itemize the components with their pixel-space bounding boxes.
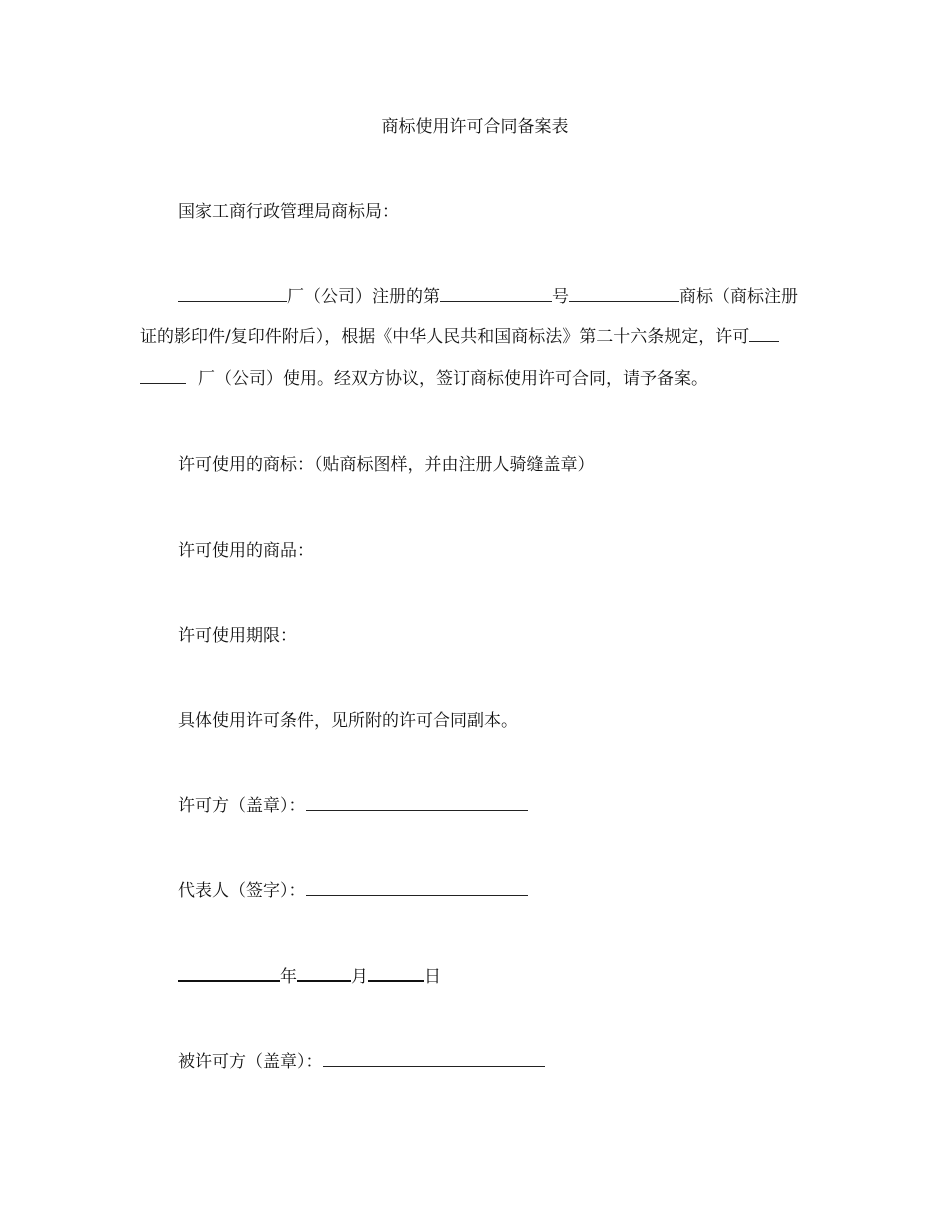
licensee-name-blank-b[interactable] — [140, 369, 186, 384]
body-line-2-text: 证的影印件/复印件附后），根据《中华人民共和国商标法》第二十六条规定，许可 — [140, 327, 750, 347]
licensed-goods-label: 许可使用的商品： — [178, 541, 314, 561]
addressee: 国家工商行政管理局商标局： — [178, 202, 399, 222]
licensor-row — [178, 796, 528, 816]
registration-number-blank[interactable] — [440, 287, 552, 302]
trademark-name-blank[interactable] — [569, 287, 679, 302]
licensee-signature-blank[interactable] — [323, 1052, 545, 1067]
trademark-label: 商标（商标注册 — [679, 287, 798, 307]
licensee-label: 被许可方（盖章）： — [178, 1052, 323, 1072]
document-title: 商标使用许可合同备案表 — [381, 117, 569, 137]
licensee-row — [178, 1052, 545, 1072]
licensed-mark-label: 许可使用的商标：（贴商标图样，并由注册人骑缝盖章） — [178, 455, 595, 475]
representative-signature-blank[interactable] — [306, 881, 528, 896]
body-line-2 — [140, 327, 779, 347]
month-blank[interactable] — [297, 966, 351, 982]
body-line-3 — [140, 369, 708, 389]
date-row — [178, 966, 441, 987]
day-label: 日 — [424, 967, 441, 987]
body-line-1 — [178, 287, 798, 307]
number-label: 号 — [552, 287, 569, 307]
licensor-label: 许可方（盖章）： — [178, 796, 306, 816]
factory-label-2: 厂（公司）使用。经双方协议，签订商标使用许可合同，请予备案。 — [198, 369, 708, 389]
month-label: 月 — [351, 967, 368, 987]
year-blank[interactable] — [178, 966, 280, 982]
licensee-name-blank-a[interactable] — [749, 327, 779, 342]
year-label: 年 — [280, 967, 297, 987]
representative-label: 代表人（签字）： — [178, 881, 306, 901]
representative-row — [178, 881, 528, 901]
licensor-signature-blank[interactable] — [306, 796, 528, 811]
factory-label-1: 厂（公司）注册的第 — [287, 287, 440, 307]
conditions-text: 具体使用许可条件，见所附的许可合同副本。 — [178, 711, 518, 731]
day-blank[interactable] — [368, 966, 424, 982]
license-period-label: 许可使用期限： — [178, 626, 297, 646]
factory-name-blank-1[interactable] — [178, 287, 287, 302]
